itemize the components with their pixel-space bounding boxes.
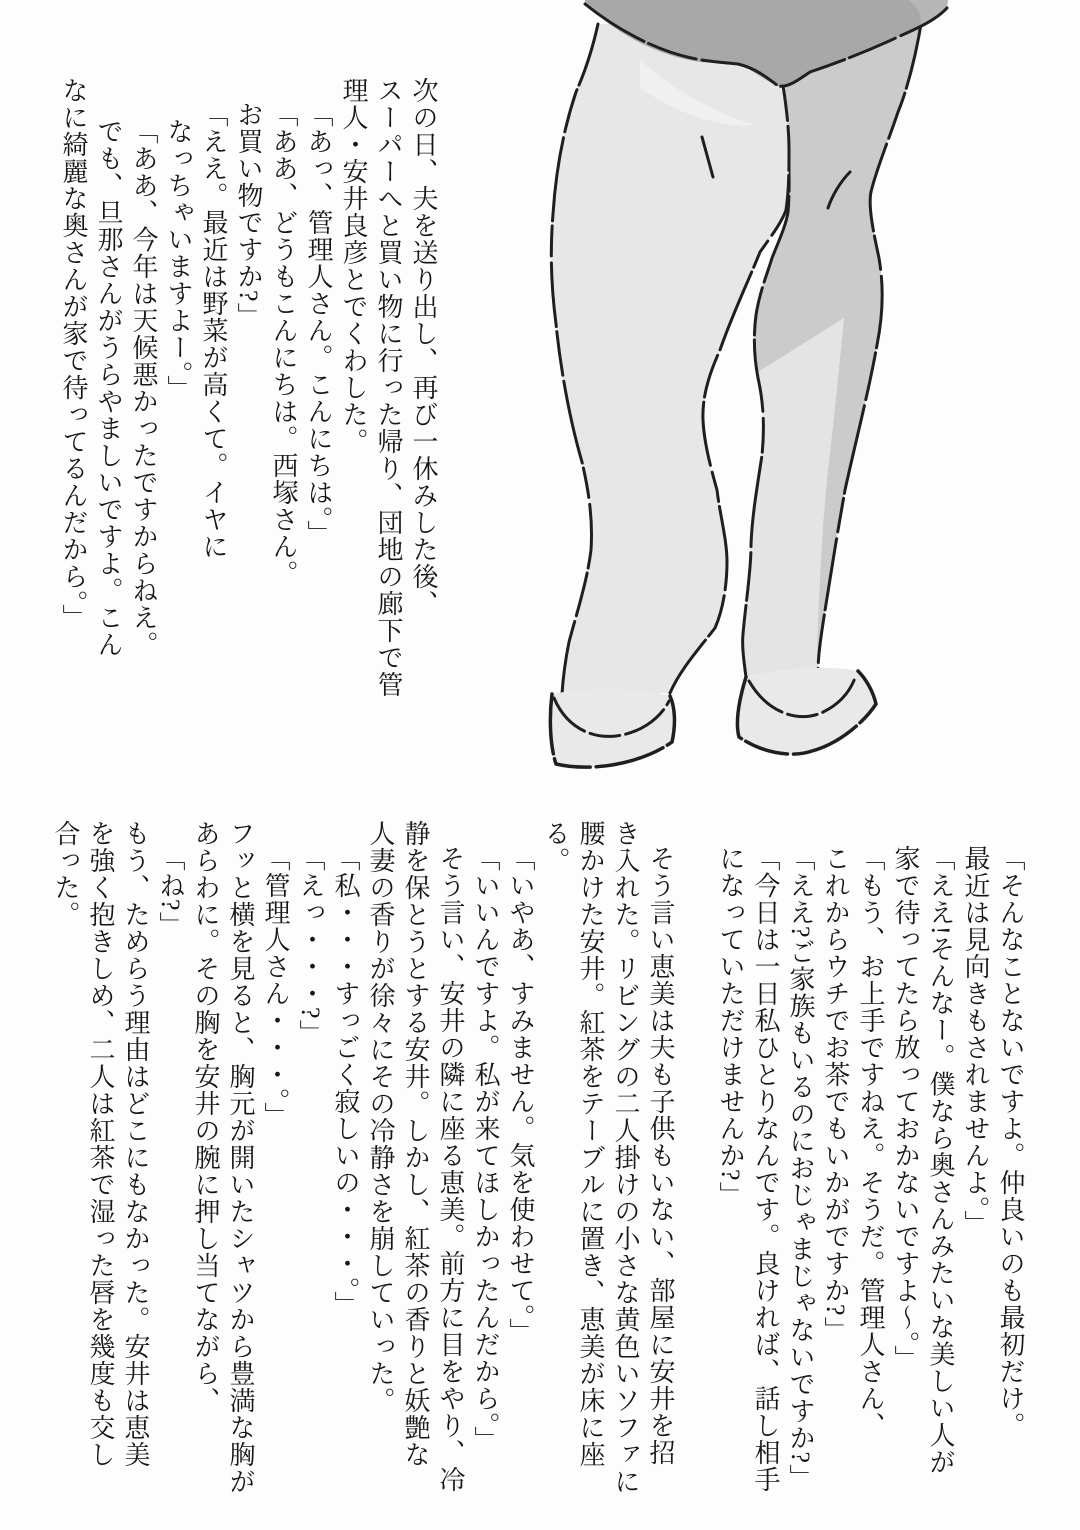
text-column: 「いやあ、すみません。気を使わせて。」: [506, 845, 535, 1345]
text-column: お買い物ですか?」: [234, 101, 263, 330]
text-column: 「ああ、どうもこんにちは。西塚さん。: [269, 101, 298, 587]
left-slipper-shape: [550, 690, 674, 767]
text-column: になっていただけませんか?」: [716, 845, 745, 1209]
text-column: 次の日、夫を送り出し、再び一休みした後、: [409, 77, 438, 617]
text-column: 静を保とうとする安井。しかし、紅茶の香りと妖艶な: [401, 820, 430, 1468]
text-column: 最近は見向きもされませんよ。」: [961, 845, 990, 1237]
text-column: そう言い恵美は夫も子供もいない、部屋に安井を招: [646, 845, 675, 1466]
text-column: 家で待ってたら放っておかないですよ〜。」: [891, 845, 920, 1372]
text-column: 「あっ、管理人さん。こんにちは。」: [304, 101, 333, 547]
text-column: もう、ためらう理由はどこにもなかった。安井は恵美: [121, 820, 150, 1468]
text-column: なっちゃいますよー。」: [164, 118, 193, 402]
text-column: あらわに。その胸を安井の腕に押し当てながら、: [191, 820, 220, 1414]
text-column: 「今日は一日私ひとりなんです。良ければ、話し相手: [751, 845, 780, 1493]
legs-illustration: [520, 0, 990, 790]
text-column: 「ああ、今年は天候悪かったですからねえ。: [129, 118, 158, 658]
text-column: る。: [541, 820, 570, 874]
text-column: を強く抱きしめ、二人は紅茶で湿った唇を幾度も交し: [86, 820, 115, 1468]
text-column: 「ええ!そんなー。僕なら奥さんみたいな美しい人が: [926, 845, 955, 1476]
text-column: 「ええ?ご家族もいるのにおじゃまじゃないですか?」: [786, 845, 815, 1492]
text-column: そう言い、安井の隣に座る恵美。前方に目をやり、冷: [436, 845, 465, 1493]
text-column: でも、旦那さんがうらやましいですよ。こん: [94, 118, 123, 658]
text-column: 「ね?」: [156, 845, 185, 939]
text-column: なに綺麗な奥さんが家で待ってるんだから。」: [59, 77, 88, 631]
story-text-bottom: [48, 820, 1028, 1530]
text-column: 「もう、お上手ですねえ。そうだ。管理人さん、: [856, 845, 885, 1439]
text-column: 合った。: [51, 820, 80, 928]
right-slipper-shape: [737, 668, 876, 754]
text-column: [678, 820, 713, 1530]
text-column: スーパーへと買い物に行った帰り、団地の廊下で管: [374, 77, 403, 698]
text-column: フッと横を見ると、胸元が開いたシャツから豊満な胸が: [226, 820, 255, 1495]
text-column: 「管理人さん・・・。」: [261, 845, 290, 1129]
text-column: 理人・安井良彦とでくわした。: [339, 77, 368, 455]
text-column: 人妻の香りが徐々にその冷静さを崩していった。: [366, 820, 395, 1414]
text-column: 腰かけた安井。紅茶をテーブルに置き、恵美が床に座: [576, 820, 605, 1468]
text-column: き入れた。リビングの二人掛けの小さな黄色いソファに: [611, 820, 640, 1495]
text-column: 「ええ。最近は野菜が高くて。イヤに: [199, 101, 228, 560]
text-column: これからウチでお茶でもいかがですか?」: [821, 845, 850, 1344]
text-column: 「えっ・・・?」: [296, 845, 325, 1047]
story-text-top: [56, 77, 441, 737]
text-column: 「いいんですよ。私が来てほしかったんだから。」: [471, 845, 500, 1453]
text-column: 「私・・・すっごく寂しいの・・・。」: [331, 845, 360, 1318]
text-column: 「そんなことないですよ。仲良いのも最初だけ。: [996, 845, 1025, 1439]
